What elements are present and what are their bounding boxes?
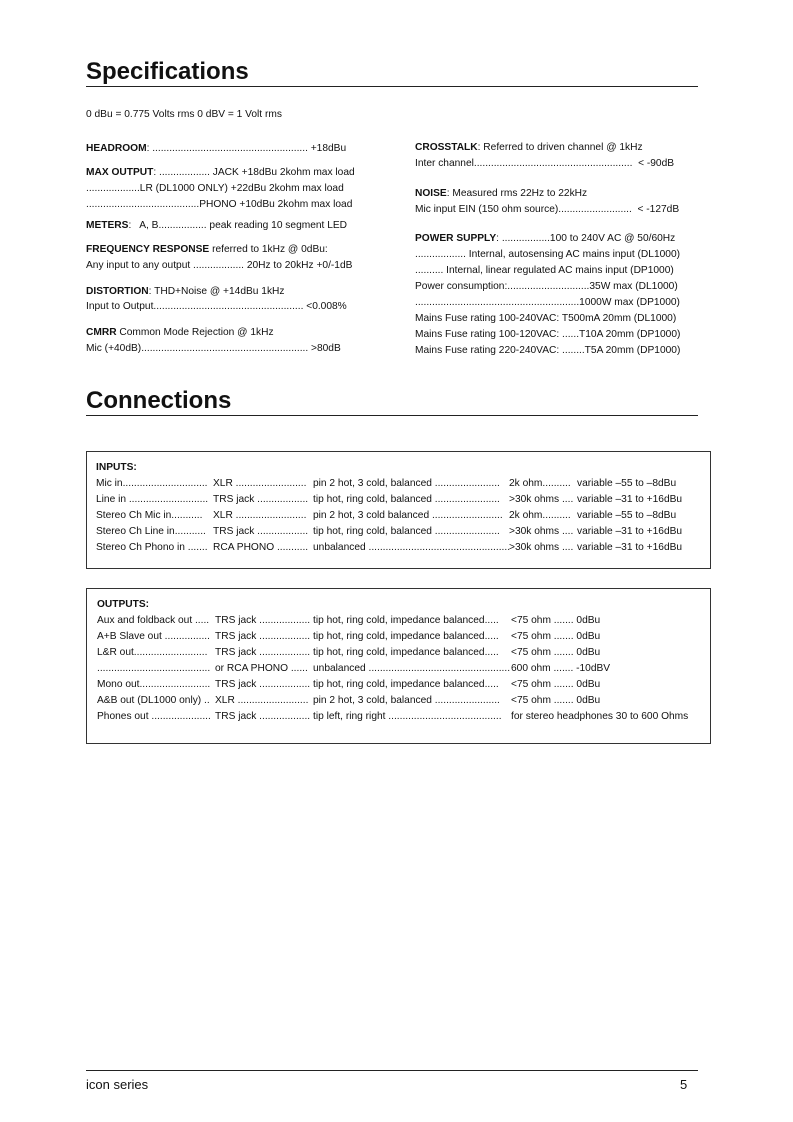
table-row bbox=[96, 509, 706, 522]
table-cell: Mono out......................... bbox=[97, 679, 211, 690]
spec-line bbox=[415, 280, 678, 293]
table-cell: 2k ohm.......... bbox=[509, 478, 571, 489]
table-cell: or RCA PHONO ...... bbox=[215, 663, 308, 674]
table-cell: TRS jack .................. bbox=[215, 711, 311, 722]
spec-text: Mains Fuse rating 100-240VAC: T500mA 20mm (DL1000) bbox=[415, 313, 677, 324]
table-cell: <75 ohm ....... 0dBu bbox=[511, 695, 601, 706]
spec-text: : Referred to driven channel @ 1kHz bbox=[477, 142, 643, 153]
table-row bbox=[97, 678, 707, 691]
table-cell: Mic in.............................. bbox=[96, 478, 208, 489]
table-cell: 600 ohm ....... -10dBV bbox=[511, 663, 611, 674]
table-cell: Phones out ..................... bbox=[97, 711, 211, 722]
spec-line bbox=[86, 326, 274, 339]
spec-text: ........................................PHONO +10dBu 2kohm max load bbox=[86, 199, 353, 210]
outputs-box bbox=[86, 588, 711, 744]
spec-text: Inter channel........................................................ < -90dB bbox=[415, 158, 675, 169]
spec-text: .......... Internal, linear regulated AC mains input (DP1000) bbox=[415, 265, 674, 276]
spec-label: FREQUENCY RESPONSE bbox=[86, 244, 210, 255]
table-row bbox=[97, 646, 707, 659]
table-cell: XLR ......................... bbox=[215, 695, 309, 706]
table-row bbox=[97, 614, 707, 627]
spec-line bbox=[415, 203, 679, 216]
footer-series-name: icon series bbox=[86, 1077, 149, 1092]
table-cell: >30k ohms .... bbox=[509, 494, 574, 505]
spec-text: : THD+Noise @ +14dBu 1kHz bbox=[148, 286, 285, 297]
spec-line bbox=[415, 187, 587, 200]
spec-label: CROSSTALK bbox=[415, 142, 478, 153]
inputs-heading: INPUTS: bbox=[96, 462, 137, 473]
table-cell: TRS jack .................. bbox=[215, 679, 311, 690]
table-row bbox=[97, 662, 707, 675]
spec-text: Mic (+40dB)........................................................... >80dB bbox=[86, 343, 341, 354]
spec-text: Input to Output..................................................... <0.008% bbox=[86, 301, 347, 312]
table-cell: tip hot, ring cold, impedance balanced..... bbox=[313, 679, 499, 690]
table-row bbox=[97, 630, 707, 643]
table-cell: TRS jack .................. bbox=[213, 494, 309, 505]
spec-label: POWER SUPPLY bbox=[415, 233, 497, 244]
spec-text: Mic input EIN (150 ohm source).......................... < -127dB bbox=[415, 204, 680, 215]
spec-text: : .................. JACK +18dBu 2kohm max load bbox=[153, 167, 355, 178]
table-cell: RCA PHONO ........... bbox=[213, 542, 309, 553]
table-cell: tip hot, ring cold, impedance balanced..... bbox=[313, 615, 499, 626]
table-cell: Aux and foldback out ..... bbox=[97, 615, 210, 626]
spec-line bbox=[415, 328, 680, 341]
table-cell: <75 ohm ....... 0dBu bbox=[511, 647, 601, 658]
table-cell: Stereo Ch Line in........... bbox=[96, 526, 206, 537]
table-cell: tip hot, ring cold, balanced ....................... bbox=[313, 526, 500, 537]
spec-text: Common Mode Rejection @ 1kHz bbox=[116, 327, 274, 338]
spec-text: ..........................................................1000W max (DP1000) bbox=[415, 297, 680, 308]
table-cell: ........................................ bbox=[97, 663, 211, 674]
table-row bbox=[96, 541, 706, 554]
spec-text: ...................LR (DL1000 ONLY) +22dBu 2kohm max load bbox=[86, 183, 344, 194]
spec-text: referred to 1kHz @ 0dBu: bbox=[209, 244, 328, 255]
reference-note: 0 dBu = 0.775 Volts rms 0 dBV = 1 Volt rms bbox=[86, 109, 282, 120]
spec-text: : A, B................. peak reading 10 segment LED bbox=[128, 220, 348, 231]
table-cell: for stereo headphones 30 to 600 Ohms bbox=[511, 711, 689, 722]
table-cell: TRS jack .................. bbox=[215, 647, 311, 658]
spec-label: CMRR bbox=[86, 327, 117, 338]
table-cell: A+B Slave out ................ bbox=[97, 631, 210, 642]
table-row bbox=[96, 525, 706, 538]
spec-line bbox=[415, 157, 674, 170]
spec-line bbox=[415, 248, 680, 261]
spec-line bbox=[86, 243, 328, 256]
table-row bbox=[96, 493, 706, 506]
spec-text: Any input to any output .................. 20Hz to 20kHz +0/-1dB bbox=[86, 260, 353, 271]
spec-line bbox=[86, 142, 346, 155]
table-cell: variable –55 to –8dBu bbox=[577, 510, 677, 521]
spec-line bbox=[86, 182, 344, 195]
table-row bbox=[97, 710, 707, 723]
page-number: 5 bbox=[680, 1077, 688, 1092]
table-cell: pin 2 hot, 3 cold, balanced ....................... bbox=[313, 695, 500, 706]
spec-text: : Measured rms 22Hz to 22kHz bbox=[446, 188, 588, 199]
spec-label: METERS bbox=[86, 220, 129, 231]
spec-text: Power consumption:.............................35W max (DL1000) bbox=[415, 281, 678, 292]
table-cell: Stereo Ch Phono in ....... bbox=[96, 542, 208, 553]
table-cell: tip hot, ring cold, impedance balanced..... bbox=[313, 631, 499, 642]
spec-text: Mains Fuse rating 100-120VAC: ......T10A 20mm (DP1000) bbox=[415, 329, 681, 340]
table-cell: 2k ohm.......... bbox=[509, 510, 571, 521]
specifications-heading: Specifications bbox=[86, 58, 698, 87]
footer-rule bbox=[86, 1070, 698, 1071]
table-cell: L&R out.......................... bbox=[97, 647, 208, 658]
spec-line bbox=[415, 232, 675, 245]
table-cell: pin 2 hot, 3 cold, balanced ....................... bbox=[313, 478, 500, 489]
spec-text: Mains Fuse rating 220-240VAC: ........T5A 20mm (DP1000) bbox=[415, 345, 681, 356]
spec-line bbox=[86, 166, 355, 179]
spec-label: NOISE bbox=[415, 188, 447, 199]
spec-line bbox=[86, 342, 341, 355]
table-cell: TRS jack .................. bbox=[213, 526, 309, 537]
table-cell: unbalanced .................................................. bbox=[313, 542, 511, 553]
table-cell: A&B out (DL1000 only) .. bbox=[97, 695, 210, 706]
table-cell: variable –31 to +16dBu bbox=[577, 526, 683, 537]
table-cell: variable –55 to –8dBu bbox=[577, 478, 677, 489]
table-row bbox=[97, 694, 707, 707]
spec-label: HEADROOM bbox=[86, 143, 147, 154]
spec-line bbox=[415, 296, 680, 309]
outputs-heading: OUTPUTS: bbox=[97, 599, 150, 610]
table-cell: TRS jack .................. bbox=[215, 615, 311, 626]
table-cell: XLR ......................... bbox=[213, 510, 307, 521]
table-cell: tip hot, ring cold, impedance balanced..... bbox=[313, 647, 499, 658]
table-cell: <75 ohm ....... 0dBu bbox=[511, 679, 601, 690]
spec-line bbox=[415, 264, 674, 277]
spec-text: .................. Internal, autosensing AC mains input (DL1000) bbox=[415, 249, 681, 260]
spec-line bbox=[415, 141, 643, 154]
table-cell: Line in ............................ bbox=[96, 494, 209, 505]
table-cell: <75 ohm ....... 0dBu bbox=[511, 631, 601, 642]
table-cell: unbalanced .................................................. bbox=[313, 663, 511, 674]
inputs-box bbox=[86, 451, 711, 569]
spec-line bbox=[86, 219, 347, 232]
spec-line bbox=[415, 344, 680, 357]
spec-text: : ....................................................... +18dBu bbox=[146, 143, 347, 154]
table-cell: TRS jack .................. bbox=[215, 631, 311, 642]
table-cell: XLR ......................... bbox=[213, 478, 307, 489]
spec-text: : .................100 to 240V AC @ 50/60Hz bbox=[496, 233, 676, 244]
connections-heading: Connections bbox=[86, 387, 698, 416]
table-cell: variable –31 to +16dBu bbox=[577, 542, 683, 553]
spec-label: DISTORTION bbox=[86, 286, 149, 297]
table-cell: variable –31 to +16dBu bbox=[577, 494, 683, 505]
spec-line bbox=[86, 198, 352, 211]
spec-line bbox=[86, 300, 347, 313]
spec-line bbox=[86, 259, 352, 272]
table-cell: pin 2 hot, 3 cold balanced ......................... bbox=[313, 510, 503, 521]
table-cell: >30k ohms .... bbox=[509, 542, 574, 553]
table-cell: tip hot, ring cold, balanced ....................... bbox=[313, 494, 500, 505]
table-cell: Stereo Ch Mic in........... bbox=[96, 510, 203, 521]
spec-label: MAX OUTPUT bbox=[86, 167, 154, 178]
spec-line bbox=[415, 312, 676, 325]
table-cell: <75 ohm ....... 0dBu bbox=[511, 615, 601, 626]
table-cell: tip left, ring right ........................................ bbox=[313, 711, 502, 722]
table-cell: >30k ohms .... bbox=[509, 526, 574, 537]
table-row bbox=[96, 477, 706, 490]
spec-line bbox=[86, 285, 285, 298]
